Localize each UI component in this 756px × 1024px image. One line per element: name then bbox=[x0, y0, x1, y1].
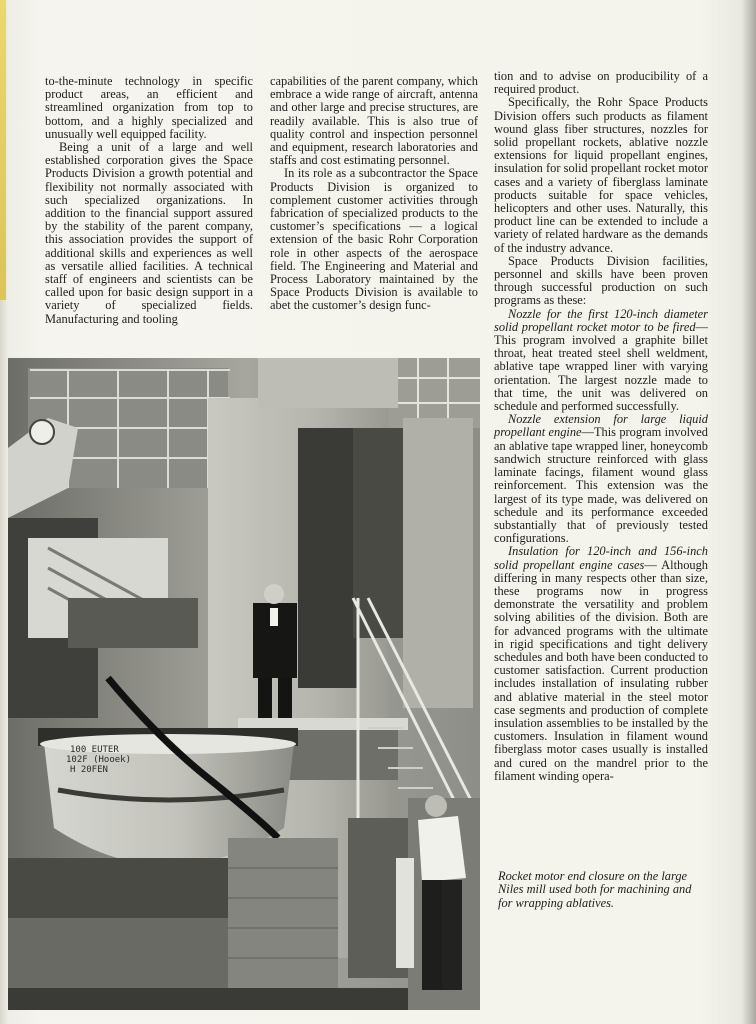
page-edge-shadow bbox=[742, 0, 756, 1024]
paragraph: capabilities of the parent company, which embrace a wide range of aircraft, antenna and other large and precise structures, are readily available. This is also true of quality control and inspection personnel and equipment, research laboratories and staffs and cost estimating personnel. bbox=[270, 74, 478, 168]
program-title: Insulation for 120-inch and 156-inch solid propellant engine cases bbox=[494, 544, 708, 572]
stencil-line: H 20FEN bbox=[70, 765, 108, 775]
paragraph: Being a unit of a large and well established corporation gives the Space Products Division a growth potential and flexibility not normally associated with such specialized organizations. In addition to the financial support assured by the stability of the parent company, this association provides the support of additional skills and experiences as well as versatile allied facilities. A technical staff of engineers and scientists can be called upon for basic design support in a variety of specialized fields. Manufacturing and tooling bbox=[45, 140, 253, 326]
text-column-1 bbox=[45, 75, 253, 326]
text-column-2 bbox=[270, 75, 478, 313]
program-body: — Although differing in many respects other than size, these programs now in progress demonstrate the versatility and problem solving abilities of the division. Both are for advanced programs with the ultimate in rigid specifications and tight delivery schedules and both have been conducted to customer satisfaction. Current production includes installation of insulating rubber and ablative material in the steel motor case segments and production of complete insulation assemblies to be installed by the customers. Insulation in filament wound fiberglass motor cases usually is installed and cured on the mandrel prior to the filament winding opera- bbox=[494, 557, 709, 783]
program-paragraph-extension bbox=[494, 413, 708, 545]
paragraph: to-the-minute technology in specific product areas, an efficient and streamlined organization from top to bottom, and a highly specialized and unusually well equipped facility. bbox=[45, 74, 253, 141]
program-title: Nozzle for the first 120-inch diameter solid propellant rocket motor to be fired bbox=[494, 306, 708, 334]
factory-photo bbox=[8, 358, 480, 1010]
paragraph: Specifically, the Rohr Space Products Division offers such products as filament wound glass fiber structures, nozzles for solid propellant rockets, ablative nozzle extensions for liquid propellant engines, insulation for solid propellant rocket motor cases and a variety of fiberglass laminate products suitable for space vehicles, helicopters and other uses. Naturally, this product line can be extended to include a variety of related hardware as the demands of the industry advance. bbox=[494, 95, 708, 255]
paragraph: Space Products Division facilities, personnel and skills have been proven through successful production on such programs as these: bbox=[494, 253, 708, 308]
program-title: Nozzle extension for large liquid propellant engine bbox=[494, 412, 708, 440]
stencil-line: 102F (Hooek) bbox=[66, 755, 132, 765]
paragraph: In its role as a subcontractor the Space Products Division is organized to complement customer activities through fabrication of specialized products to the customer’s specifications — a logical extension of the basic Rohr Corporation role in other aspects of the aerospace field. The Engineering and Material and Process Laboratory maintained by the Space Products Division is available to abet the customer’s design func- bbox=[270, 166, 478, 313]
adjacent-page-edge bbox=[0, 0, 6, 300]
program-paragraph-nozzle bbox=[494, 308, 708, 414]
paragraph: tion and to advise on producibility of a required product. bbox=[494, 69, 708, 97]
program-paragraph-insulation bbox=[494, 545, 708, 783]
program-body: —This program involved a graphite billet throat, heat treated steel shell weldment, ablative tape wrapped liner with varying orientation. The largest nozzle made to that time, the unit was delivered on schedule and performed successfully. bbox=[494, 319, 708, 414]
stencil-line: 100 EUTER bbox=[70, 745, 119, 755]
program-body: —This program involved an ablative tape wrapped liner, honeycomb sandwich structure reinforced with glass laminate facings, filament wound glass reinforcement. This extension was the largest of its type made, was delivered on schedule and its performance exceeded substantially that of previously tested configurations. bbox=[494, 425, 708, 546]
text-column-3 bbox=[494, 70, 708, 783]
photo-caption: Rocket motor end closure on the large Niles mill used both for machining and for wrapping ablatives. bbox=[498, 869, 692, 910]
